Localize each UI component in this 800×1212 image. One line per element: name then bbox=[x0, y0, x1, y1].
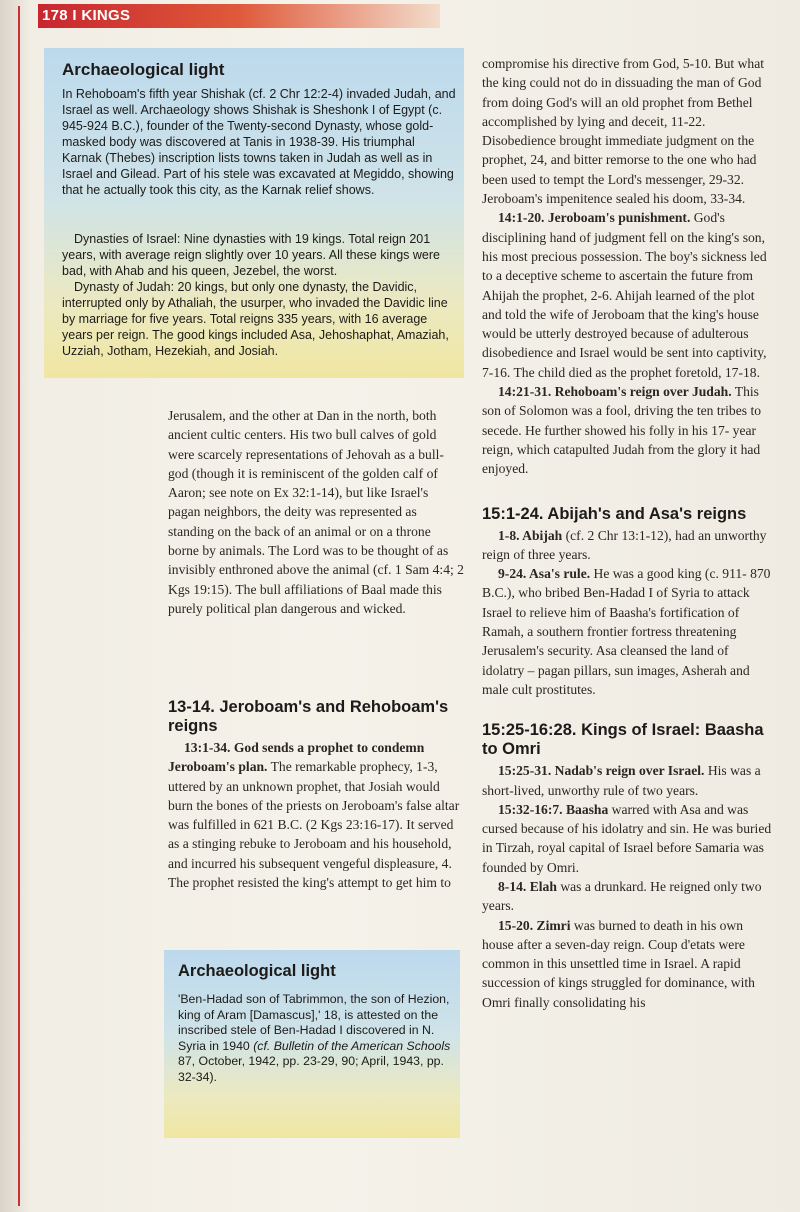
text-16-8: was a drunkard. He reigned only two years. bbox=[482, 878, 762, 914]
box-title: Archaeological light bbox=[62, 60, 225, 79]
lead-16-8: 8-14. Elah bbox=[498, 878, 557, 894]
paragraph-compromise: compromise his directive from God, 5-10. But what the king could not do in dissuading the man of God from doing God's will an old prophet from Bethel accomplished by lying and deceit, 11-22. Disobedience brought immediate judgment on the prophet, 24, and bitter remorse to the one who had been used to tempt the Lord's messenger, 29-32. Jeroboam's impenitence sealed his doom, 33-34. bbox=[482, 56, 765, 207]
left-column-top bbox=[168, 406, 464, 618]
text-14-1: God's disciplining hand of judgment fell on the king's son, his most precious possession. The boy's sickness led to a deceptive scheme to ascertain the future from Ahijah the prophet, 2-6. Ahijah learned of the plot and told the wife of Jeroboam that the king's house would be utterly destroyed because of adulterous disobedience and Israel would be sent into captivity, 7-16. The child died as the prophet foretold, 17-18. bbox=[482, 210, 767, 380]
text-14-21: This son of Solomon was a fool, driving the ten tribes to secede. He further showed his folly in his 17- year reign, which catapulted Judah from the glory it had enjoyed. bbox=[482, 384, 762, 477]
ben-hadad-text: 'Ben-Hadad son of Tabrimmon, the son of Hezion, king of Aram [Damascus],' 18, is attested on the inscribed stele of Ben-Hadad I discovered in N. Syria in 1940 bbox=[178, 992, 450, 1053]
margin-rule bbox=[18, 6, 20, 1206]
archaeological-box-1 bbox=[44, 48, 464, 378]
paragraph-15-1 bbox=[482, 526, 774, 565]
running-head-bar bbox=[38, 4, 440, 28]
box-paragraph-ben-hadad bbox=[178, 992, 454, 1086]
text-13-1: The remarkable prophecy, 1-3, uttered by an unknown prophet, that Josiah would burn the bones of the priests on Jeroboam's false altar was fulfilled in 621 B.C. (2 Kgs 23:16-17). It served as a stinging rebuke to Jeroboam and his household, and incurred his subsequent vengeful displeasure, 4. The prophet resisted the king's attempt to get him to bbox=[168, 759, 460, 891]
left-column-section-13 bbox=[168, 698, 464, 892]
running-head: 178 I KINGS bbox=[42, 7, 131, 24]
right-column bbox=[482, 54, 774, 1012]
box-paragraph-shishak: In Rehoboam's fifth year Shishak (cf. 2 Chr 12:2-4) invaded Judah, and Israel as well. Archaeology shows Shishak is Sheshonk I of Egypt (c. 945-924 B.C.), founder of the Twenty-second Dynasty, whose gold-masked body was discovered at Tanis in 1938-39. His triumphal Karnak (Thebes) inscription lists towns taken in Judah as well as in Israel and Gilead. Part of his stele was excavated at Megiddo, showing that he actually took this city, as the Karnak relief shows. bbox=[62, 87, 456, 197]
text-15-25: His was a short-lived, unworthy rule of two years. bbox=[482, 763, 761, 798]
paragraph-16-15 bbox=[482, 916, 774, 1012]
heading-15-1: 15:1-24. Abijah's and Asa's reigns bbox=[482, 504, 747, 523]
archaeological-box-2 bbox=[164, 950, 460, 1138]
citation-rest: 87, October, 1942, pp. 23-29, 90; April, 1943, pp. 32-34). bbox=[178, 1054, 444, 1084]
citation-italic: (cf. Bulletin of the American Schools bbox=[253, 1038, 451, 1053]
text-15-32: warred with Asa and was cursed because of his idolatry and sin. He was buried in Tirzah, royal capital of Israel before Samaria was founded by Omri. bbox=[482, 801, 772, 875]
box-paragraph-israel-dynasties: Dynasties of Israel: Nine dynasties with 19 kings. Total reign 201 years, with average reign slightly over 10 years. All these kings were bad, with Ahab and his queen, Jezebel, the worst. bbox=[62, 232, 440, 278]
lead-14-1: 14:1-20. Jeroboam's punishment. bbox=[498, 210, 691, 226]
lead-15-25: 15:25-31. Nadab's reign over Israel. bbox=[498, 763, 705, 779]
box-paragraph-judah-dynasty: Dynasty of Judah: 20 kings, but only one dynasty, the Davidic, interrupted only by Athaliah, the usurper, who invaded the Davidic line by marriage for five years. Total reigns 335 years, with 16 average years per reign. The good kings included Asa, Jehoshaphat, Amaziah, Uzziah, Jotham, Hezekiah, and Josiah. bbox=[62, 280, 449, 358]
text-15-9: He was a good king (c. 911- 870 B.C.), who bribed Ben-Hadad I of Syria to attack Israel to relieve him of Baasha's fortification of Ramah, a southern frontier fortress threatening Jerusalem's security. Asa cleansed the land of idolatry – pagan pillars, sun images, Asherah and male cult prostitutes. bbox=[482, 566, 771, 697]
text-16-15: was burned to death in his own house after a seven-day reign. Coup d'etats were common in this unsettled time in Israel. A rapid succession of kings struggled for dominance, with Omri finally consolidating his bbox=[482, 917, 755, 1010]
lead-14-21: 14:21-31. Rehoboam's reign over Judah. bbox=[498, 384, 732, 400]
paragraph-16-8 bbox=[482, 877, 774, 916]
paragraph-jerusalem: Jerusalem, and the other at Dan in the north, both ancient cultic centers. His two bull calves of gold were scarcely representations of Jehovah as a bull-god (though it is reminiscent of the golden calf of Aaron; see note on Ex 32:1-14), but like Israel's pagan neighbors, the deity was represented as standing on the back of an animal or on a throne borne by animals. The Lord was to be thought of as invisibly enthroned above the animal (cf. 1 Sam 4:4; 2 Kgs 19:15). The bull affiliations of Baal made this purely political plan dangerous and wicked. bbox=[168, 408, 464, 616]
heading-15-25: 15:25-16:28. Kings of Israel: Baasha to Omri bbox=[482, 721, 764, 759]
lead-13-1: 13:1-34. God sends a prophet to condemn Jeroboam's plan. bbox=[168, 740, 425, 775]
paragraph-15-32 bbox=[482, 800, 774, 877]
lead-16-15: 15-20. Zimri bbox=[498, 917, 571, 933]
box-title: Archaeological light bbox=[178, 962, 336, 980]
text-15-1: (cf. 2 Chr 13:1-12), had an unworthy reign of three years. bbox=[482, 527, 767, 562]
paragraph-14-1 bbox=[482, 208, 774, 382]
paragraph-15-9 bbox=[482, 564, 774, 699]
paragraph-15-25 bbox=[482, 761, 774, 800]
lead-15-9: 9-24. Asa's rule. bbox=[498, 566, 591, 582]
lead-15-1: 1-8. Abijah bbox=[498, 527, 563, 543]
heading-13-14: 13-14. Jeroboam's and Rehoboam's reigns bbox=[168, 698, 449, 735]
lead-15-32: 15:32-16:7. Baasha bbox=[498, 801, 609, 817]
paragraph-13-1 bbox=[168, 738, 464, 892]
paragraph-14-21 bbox=[482, 382, 774, 478]
gutter-shadow bbox=[0, 0, 30, 1212]
